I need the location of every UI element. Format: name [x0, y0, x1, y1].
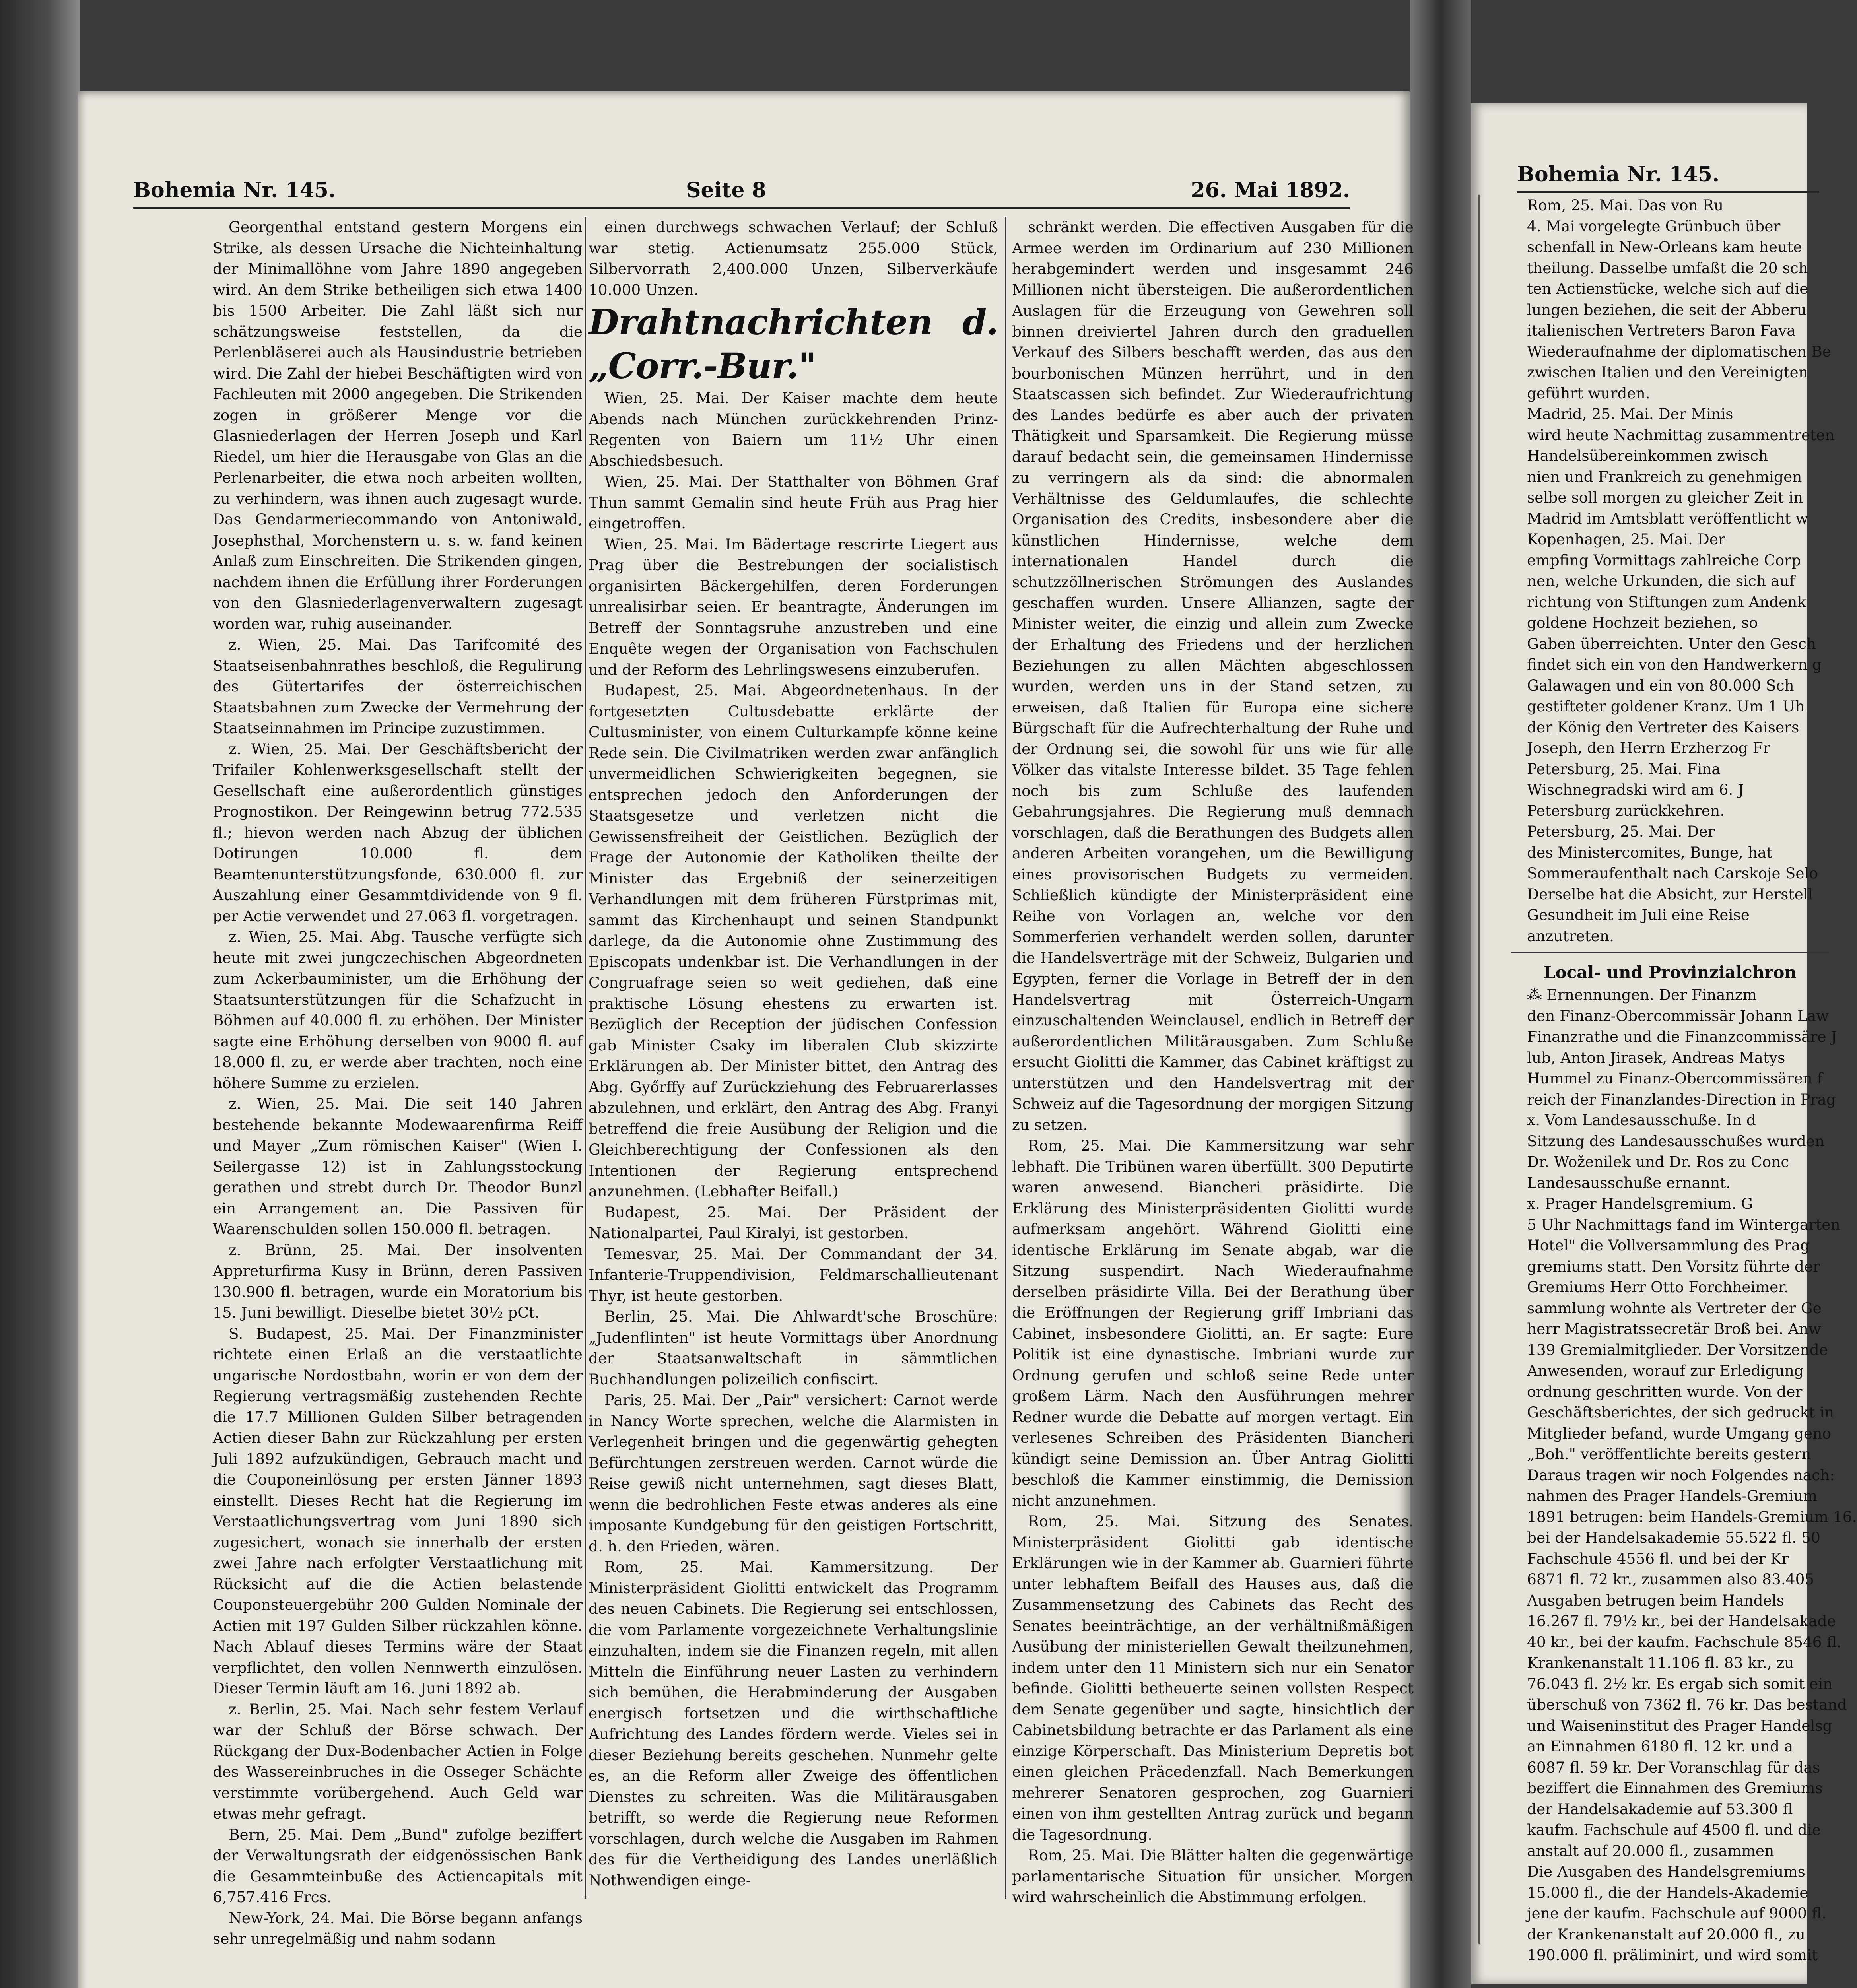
- scanner-edge-left: [0, 0, 80, 1988]
- text-line: Handelsübereinkommen zwisch: [1527, 447, 1768, 464]
- text-line: Derselbe hat die Absicht, zur Herstell: [1527, 885, 1813, 903]
- text-line: 1891 betrugen: beim Handels-Gremium 16.: [1527, 1508, 1857, 1526]
- column-rule: [585, 217, 586, 1899]
- text-line: Gesundheit im Juli eine Reise: [1527, 906, 1750, 924]
- adjacent-page-column: [1511, 195, 1857, 1964]
- text-line: Gaben überreichten. Unter den Gesch: [1527, 635, 1816, 652]
- text-line: Rom, 25. Mai. Das von Ru: [1527, 196, 1724, 214]
- article-paragraph: Berlin, 25. Mai. Die Ahlwardt'sche Broschüre: „Judenflinten" ist heute Vormittags über Anordnung der Staatsanwaltschaft in sämmtlichen Buchhandlungen polizeilich confiscirt.: [589, 1308, 998, 1388]
- text-line: Anwesenden, worauf zur Erledigung: [1527, 1362, 1804, 1379]
- text-line: an Einnahmen 6180 fl. 12 kr. und a: [1527, 1738, 1793, 1755]
- text-line: Petersburg, 25. Mai. Der: [1527, 823, 1715, 840]
- text-line: „Boh." veröffentlichte bereits gestern: [1527, 1445, 1811, 1463]
- text-line: zwischen Italien und den Vereinigten: [1527, 363, 1808, 381]
- text-line: theilung. Dasselbe umfaßt die 20 sch: [1527, 259, 1808, 277]
- text-line: Wiederaufnahme der diplomatischen Be: [1527, 342, 1831, 360]
- text-line: 190.000 fl. präliminirt, und wird somit: [1527, 1946, 1818, 1964]
- text-line: herr Magistratssecretär Broß bei. Anw: [1527, 1320, 1822, 1338]
- text-line: der Krankenanstalt auf 20.000 fl., zu: [1527, 1925, 1805, 1943]
- text-line: Wischnegradski wird am 6. J: [1527, 781, 1744, 798]
- text-line: ten Actienstücke, welche sich auf die: [1527, 280, 1808, 297]
- text-line: 4. Mai vorgelegte Grünbuch über: [1527, 217, 1781, 235]
- article-paragraph: z. Berlin, 25. Mai. Nach sehr festem Verlauf war der Schluß der Börse schwach. Der Rückgang der Dux-Bodenbacher Actien in Folge des Wassereinbruches in die Osseger Schächte verstimmte vorübergehend. Auch Geld war etwas mehr gefragt.: [213, 1700, 583, 1822]
- text-line: überschuß von 7362 fl. 76 kr. Das bestand: [1527, 1696, 1847, 1713]
- column-1: [213, 217, 583, 1947]
- article-paragraph: Wien, 25. Mai. Der Statthalter von Böhmen Graf Thun sammt Gemalin sind heute Früh aus Prag hier eingetroffen.: [589, 473, 998, 532]
- article-paragraph: Wien, 25. Mai. Der Kaiser machte dem heute Abends nach München zurückkehrenden Prinz-Regenten von Baiern um 11½ Uhr einen Abschiedsbesuch.: [589, 389, 998, 470]
- article-paragraph: S. Budapest, 25. Mai. Der Finanzminister richtete einen Erlaß an die verstaatlichte ungarische Nordostbahn, worin er von dem der Regierung vertragsmäßig zustehenden Rechte die 17.7 Millionen Gulden Silber betragenden Actien dieser Bahn zur Rückzahlung per ersten Juli 1892 aufzukündigen, Gebrauch macht und die Couponeinlösung per ersten Jänner 1893 einstellt. Dieses Recht hat die Regierung im Verstaatlichungsvertrag vom Juni 1890 sich zugesichert, wonach sie innerhalb der ersten zwei Jahre nach erfolgter Verstaatlichung mit Rücksicht auf die die Actien belastende Couponsteuergebühr 200 Gulden Nominale der Actien mit 197 Gulden Silber rückzahlen könne. Nach Ablauf dieses Termins wäre der Staat verpflichtet, den vollen Nennwerth einzulösen. Dieser Termin läuft am 16. Juni 1892 ab.: [213, 1324, 583, 1697]
- text-line: Landesausschuße ernannt.: [1527, 1174, 1731, 1192]
- text-line: anstalt auf 20.000 fl., zusammen: [1527, 1842, 1774, 1860]
- book-gutter: [1410, 0, 1471, 1988]
- text-line: den Finanz-Obercommissär Johann Law: [1527, 1007, 1829, 1025]
- text-line: x. Vom Landesausschuße. In d: [1527, 1111, 1756, 1129]
- column-rule: [1478, 195, 1480, 1944]
- text-line: Gremiums Herr Otto Forchheimer.: [1527, 1278, 1789, 1296]
- text-line: lub, Anton Jirasek, Andreas Matys: [1527, 1048, 1785, 1066]
- column-3: [1012, 217, 1414, 1906]
- article-paragraph: Rom, 25. Mai. Sitzung des Senates. Ministerpräsident Giolitti gab identische Erklärungen wie in der Kammer ab. Guarnieri führte unter lebhaftem Beifall des Hauses aus, daß die Zusammensetzung des Cabinets das Recht des Senates beeinträchtige, an der verhältnißmäßigen Ausübung der ministeriellen Gewalt theilzunehmen, indem unter den 11 Ministern sich nur ein Senator befinde. Giolitti betheuerte seinen vollsten Respect dem Senate gegenüber und sagte, hinsichtlich der Cabinetsbildung betrachte er das Parlament als eine einzige Körperschaft. Das Ministerium Depretis bot einen gleichen Präcedenzfall. Nach Bemerkungen mehrerer Senatoren gesprochen, zog Guarnieri einen von ihm gestellten Antrag zurück und begann die Tagesordnung.: [1012, 1512, 1414, 1843]
- article-paragraph: New-York, 24. Mai. Die Börse begann anfangs sehr unregelmäßig und nahm sodann: [213, 1909, 583, 1947]
- text-line: des Ministercomites, Bunge, hat: [1527, 843, 1773, 861]
- article-paragraph: z. Wien, 25. Mai. Die seit 140 Jahren bestehende bekannte Modewaarenfirma Reiff und Mayer „Zum römischen Kaiser" (Wien I. Seilergasse 12) ist in Zahlungsstockung gerathen und strebt durch Dr. Theodor Bunzl ein Arrangement an. Die Passiven für Waarenschulden sollen 150.000 fl. betragen.: [213, 1095, 583, 1238]
- text-line: selbe soll morgen zu gleicher Zeit in: [1527, 489, 1803, 506]
- article-paragraph: Bern, 25. Mai. Dem „Bund" zufolge beziffert der Verwaltungsrath der eidgenössischen Bank die Gesammteinbuße des Actiencapitals mit 6,757.416 Frcs.: [213, 1825, 583, 1906]
- text-line: jene der kaufm. Fachschule auf 9000 fl.: [1527, 1905, 1826, 1922]
- text-line: 5 Uhr Nachmittags fand im Wintergarten: [1527, 1215, 1840, 1233]
- article-paragraph: Budapest, 25. Mai. Abgeordnetenhaus. In der fortgesetzten Cultusdebatte erklärte der Cultusminister, von einem Culturkampfe könne keine Rede sein. Die Civilmatriken werden zwar anfänglich unvermeidlichen Schwierigkeiten begegnen, sie entsprechen jedoch den Anforderungen der Staatsgesetze und verletzen nicht die Gewissensfreiheit der Geistlichen. Bezüglich der Frage der Autonomie der Katholiken theilte der Minister das Ergebniß der seinerzeitigen Verhandlungen mit dem früheren Fürstprimas mit, sammt das Kirchenhaupt und seinen Standpunkt darlege, da die Autonomie ohne Zustimmung des Episcopats undenkbar ist. Die Verhandlungen in der Congruafrage seien so weit gediehen, daß eine praktische Lösung ehestens zu erwarten ist. Bezüglich der Reception der jüdischen Confession gab Minister Csaky im liberalen Club skizzirte Erklärungen ab. Der Minister bittet, den Antrag des Abg. Győrffy auf Zurückziehung des Februarerlasses abzulehnen, und erklärt, den Antrag des Abg. Franyi betreffend die freie Ausübung der Religion und die Gleichberechtigung der Confessionen als den Intentionen der Regierung entsprechend anzunehmen. (Lebhafter Beifall.): [589, 681, 998, 1200]
- article-paragraph: z. Wien, 25. Mai. Der Geschäftsbericht der Trifailer Kohlenwerksgesellschaft stellt der Gesellschaft eine außerordentlich günstiges Prognostikon. Der Reingewinn betrug 772.535 fl.; hievon werden nach Abzug der üblichen Dotirungen 10.000 fl. dem Beamtenunterstützungsfonde, 630.000 fl. zur Auszahlung einer Gesammtdividende von 9 fl. per Actie verwendet und 27.063 fl. vorgetragen.: [213, 740, 583, 925]
- text-line: gestifteter goldener Kranz. Um 1 Uh: [1527, 697, 1805, 715]
- page-header: [133, 175, 1350, 209]
- text-line: gremiums statt. Den Vorsitz führte der: [1527, 1257, 1820, 1275]
- header-publication: Bohemia Nr. 145.: [133, 178, 336, 202]
- text-line: Kopenhagen, 25. Mai. Der: [1527, 530, 1725, 548]
- text-line: empfing Vormittags zahlreiche Corp: [1527, 551, 1801, 569]
- text-line: findet sich ein von den Handwerkern g: [1527, 656, 1822, 673]
- text-line: Krankenanstalt 11.106 fl. 83 kr., zu: [1527, 1654, 1794, 1672]
- article-paragraph: Rom, 25. Mai. Die Blätter halten die gegenwärtige parlamentarische Situation für unsicher. Morgen wird wahrscheinlich die Abstimmung erfolgen.: [1012, 1846, 1414, 1906]
- text-line: 76.043 fl. 2½ kr. Es ergab sich somit ein: [1527, 1675, 1833, 1693]
- text-line: 15.000 fl., die der Handels-Akademie: [1527, 1883, 1808, 1901]
- text-line: Madrid, 25. Mai. Der Minis: [1527, 405, 1733, 423]
- text-line: kaufm. Fachschule auf 4500 fl. und die: [1527, 1821, 1821, 1839]
- article-paragraph: Temesvar, 25. Mai. Der Commandant der 34. Infanterie-Truppendivision, Feldmarschallieutenant Thyr, ist heute gestorben.: [589, 1245, 998, 1305]
- article-paragraph: Rom, 25. Mai. Kammersitzung. Der Ministerpräsident Giolitti entwickelt das Programm des neuen Cabinets. Die Regierung sei entschlossen, die vom Parlamente vorgezeichnete Verhaltungslinie einzuhalten, indem sie die Finanzen regeln, mit allen Mitteln die Einführung neuer Lasten zu verhindern sich bemühen, die Herabminderung der Ausgaben energisch fortsetzen und die wirthschaftliche Aufrichtung des Landes fördern werde. Vieles sei in dieser Beziehung bereits geschehen. Nunmehr gelte es, an die Reform aller Zweige des öffentlichen Dienstes zu schreiten. Was die Militärausgaben betrifft, so werde die Regierung neue Reformen vorschlagen, durch welche die Ausgaben im Rahmen des für die Vertheidigung des Landes unerläßlich Nothwendigen einge-: [589, 1558, 998, 1889]
- text-line: Die Ausgaben des Handelsgremiums: [1527, 1863, 1805, 1880]
- text-line: Finanzrathe und die Finanzcommissäre J: [1527, 1028, 1837, 1045]
- article-paragraph: einen durchwegs schwachen Verlauf; der Schluß war stetig. Actienumsatz 255.000 Stück, Silbervorrath 2,400.000 Unzen, Silberverkäufe 10.000 Unzen.: [589, 218, 998, 299]
- text-line: Ausgaben betrugen beim Handels: [1527, 1591, 1785, 1609]
- text-line: Dr. Woženilek und Dr. Ros zu Conc: [1527, 1153, 1789, 1171]
- text-line: Petersburg, 25. Mai. Fina: [1527, 760, 1721, 778]
- text-line: 16.267 fl. 79½ kr., bei der Handelsakade: [1527, 1612, 1836, 1630]
- text-line: sammlung wohnte als Vertreter der Ge: [1527, 1299, 1822, 1317]
- article-paragraph: schränkt werden. Die effectiven Ausgaben für die Armee werden im Ordinarium auf 230 Millionen herabgemindert werden und insgesammt 246 Millionen nicht übersteigen. Die außerordentlichen Auslagen für die Erzeugung von Gewehren soll binnen dreiviertel Jahren durch den graduellen Verkauf des Silbers beschafft werden, das aus den bourbonischen Münzen herrührt, und in den Staatscassen sich befindet. Zur Wiederaufrichtung des Landes bedürfe es aber auch der privaten Thätigkeit und Sparsamkeit. Die Regierung müsse darauf bedacht sein, die gemeinsamen Hindernisse zu verringern als da sind: die abnormalen Verhältnisse des Geldumlaufes, die schlechte Organisation des Credits, insbesondere aber die künstlichen Hindernisse, welche dem internationalen Handel durch die schutzzöllnerischen Strömungen des Auslandes geschaffen wurden. Unsere Allianzen, sagte der Minister weiter, die einzig und allein zum Zwecke der Erhaltung des Friedens und der herzlichen Beziehungen zu allen Mächten abgeschlossen wurden, werden uns in der Stand setzen, zu erweisen, daß Italien für Europa eine sichere Bürgschaft für die Aufrechterhaltung der Ruhe und der Ordnung sei, die sowohl für uns wie für alle Völker das vitalste Interesse bildet. 35 Tage fehlen noch bis zum Schluße des laufenden Gebahrungsjahres. Die Regierung muß demnach vorschlagen, daß die Berathungen des Budgets allen anderen Arbeiten vorangehen, um die Bewilligung eines provisorischen Budgets zu vermeiden. Schließlich kündigte der Ministerpräsident eine Reihe von Vorlagen an, welche vor den Sommerferien verhandelt werden sollen, darunter die Handelsverträge mit der Schweiz, Bulgarien und Egypten, ferner die Vorlage in Betreff der in den Handelsvertrag mit Österreich-Ungarn einzuschaltenden Weinclausel, endlich in Betreff der außerordentlichen Militärausgaben. Zum Schluße ersucht Giolitti die Kammer, das Cabinet kräftigst zu unterstützen und den Handelsvertrag mit der Schweiz auf die Tagesordnung der morgigen Sitzung zu setzen.: [1012, 218, 1414, 1134]
- text-line: x. Prager Handelsgremium. G: [1527, 1195, 1753, 1212]
- text-line: lungen beziehen, die seit der Abberu: [1527, 301, 1806, 318]
- text-line: schenfall in New-Orleans kam heute: [1527, 238, 1802, 256]
- text-line: Madrid im Amtsblatt veröffentlicht w: [1527, 509, 1808, 527]
- text-line: geführt wurden.: [1527, 384, 1650, 402]
- text-line: Geschäftsberichtes, der sich gedruckt in: [1527, 1404, 1834, 1421]
- text-line: 6871 fl. 72 kr., zusammen also 83.405: [1527, 1571, 1814, 1588]
- adjacent-page-header: [1517, 159, 1819, 193]
- text-line: nien und Frankreich zu genehmigen: [1527, 468, 1802, 485]
- article-paragraph: Budapest, 25. Mai. Der Präsident der Nationalpartei, Paul Kiralyi, ist gestorben.: [589, 1203, 998, 1242]
- text-line: nen, welche Urkunden, die sich auf: [1527, 572, 1795, 590]
- article-paragraph: z. Brünn, 25. Mai. Der insolventen Appreturfirma Kusy in Brünn, deren Passiven 130.900 fl. betragen, wurde ein Moratorium bis 15. Juni bewilligt. Dieselbe bietet 30½ pCt.: [213, 1241, 583, 1321]
- text-line: ordnung geschritten wurde. Von der: [1527, 1382, 1803, 1400]
- adjacent-header-publication: Bohemia Nr. 145.: [1517, 162, 1720, 186]
- text-line: der König den Vertreter des Kaisers: [1527, 718, 1799, 736]
- text-line: Sitzung des Landesausschußes wurden: [1527, 1132, 1825, 1150]
- text-line: ⁂ Ernennungen. Der Finanzm: [1527, 986, 1757, 1004]
- article-paragraph: Georgenthal entstand gestern Morgens ein Strike, als dessen Ursache die Nichteinhaltung der Minimallöhne vom Jahre 1890 angegeben wird. An dem Strike betheiligen sich etwa 1400 bis 1500 Arbeiter. Die Zahl läßt sich nur schätzungsweise feststellen, da die Perlenbläserei auch als Hausindustrie betrieben wird. Die Zahl der hiebei Beschäftigten wird von Fachleuten mit 2000 angegeben. Die Strikenden zogen in größerer Menge vor die Glasniederlagen der Herren Joseph und Karl Riedel, um hier die Herausgabe von Glas an die Perlenarbeiter, die etwa noch arbeiten wollten, zu verhindern, was ihnen auch zugesagt wurde. Das Gendarmeriecommando von Antoniwald, Josephsthal, Morchenstern u. s. w. fand keinen Anlaß zum Einschreiten. Die Strikenden gingen, nachdem ihnen die Erfüllung ihrer Forderungen von den Glasniederlagenverwaltern zugesagt worden war, ruhig auseinander.: [213, 218, 583, 633]
- text-line: Fachschule 4556 fl. und bei der Kr: [1527, 1549, 1789, 1567]
- text-line: anzutreten.: [1527, 927, 1614, 945]
- column-2: [589, 217, 998, 1899]
- text-line: goldene Hochzeit beziehen, so: [1527, 614, 1758, 631]
- text-line: Hummel zu Finanz-Obercommissären f: [1527, 1070, 1823, 1087]
- article-paragraph: Rom, 25. Mai. Die Kammersitzung war sehr lebhaft. Die Tribünen waren überfüllt. 300 Deputirte waren anwesend. Biancheri präsidirte. Die Erklärung des Ministerpräsidenten Giolitti wurde aufmerksam angehört. Während Giolitti eine identische Erklärung im Senate abgab, war die Sitzung suspendirt. Nach Wiederaufnahme derselben präsidirte Villa. Bei der Berathung über die Eröffnungen der Regierung griff Imbriani das Cabinet, insbesondere Giolitti, an. Er sagte: Eure Politik ist eine dynastische. Imbriani wurde zur Ordnung gerufen und schloß seine Rede unter großem Lärm. Nach den Ausführungen mehrer Redner wurde die Debatte auf morgen vertagt. Ein verlesenes Schreiben des Präsidenten Biancheri kündigt seine Demission an. Über Antrag Giolitti beschloß die Kammer einstimmig, die Demission nicht anzunehmen.: [1012, 1137, 1414, 1509]
- article-paragraph: Paris, 25. Mai. Der „Pair" versichert: Carnot werde in Nancy Worte sprechen, welche die Alarmisten in Verlegenheit bringen und die gegenwärtig gehegten Befürchtungen zerstreuen werden. Carnot würde die Reise gewiß nicht unternehmen, sagt dieses Blatt, wenn die bedrohlichen Feste etwas anderes als eine imposante Kundgebung für den geistigen Fortschritt, d. h. den Frieden, wären.: [589, 1391, 998, 1555]
- text-line: Daraus tragen wir noch Folgendes nach:: [1527, 1466, 1835, 1484]
- text-line: richtung von Stiftungen zum Andenk: [1527, 593, 1806, 611]
- text-line: Petersburg zurückkehren.: [1527, 802, 1725, 819]
- section-subhead: Local- und Provinzialchron: [1511, 952, 1829, 984]
- text-line: italienischen Vertreters Baron Fava: [1527, 322, 1796, 339]
- article-paragraph: Wien, 25. Mai. Im Bädertage rescrirte Liegert aus Prag über die Bestrebungen der socialistisch organisirten Bäckergehilfen, deren Forderungen unrealisirbar seien. Er beantragte, Änderungen im Betreff der Sonntagsruhe anzustreben und eine Enquête wegen der Organisation von Fachschulen und der Reform des Lehrlingswesens einzuberufen.: [589, 535, 998, 678]
- text-line: und Waiseninstitut des Prager Handelsg: [1527, 1716, 1832, 1734]
- text-line: wird heute Nachmittag zusammentreten: [1527, 426, 1835, 444]
- section-title: Drahtnachrichten d. „Corr.-Bur.": [589, 301, 998, 386]
- text-line: nahmen des Prager Handels-Gremium: [1527, 1487, 1818, 1505]
- text-line: Mitglieder befand, wurde Umgang geno: [1527, 1424, 1831, 1442]
- text-line: Sommeraufenthalt nach Carskoje Selo: [1527, 864, 1818, 882]
- article-paragraph: z. Wien, 25. Mai. Das Tarifcomité des Staatseisenbahnrathes beschloß, die Regulirung des Gütertarifes der österreichischen Staatsbahnen zum Zwecke der Vermehrung der Staatseinnahmen im Principe zuzustimmen.: [213, 636, 583, 737]
- text-line: Galawagen und ein von 80.000 Sch: [1527, 676, 1794, 694]
- text-line: der Handelsakademie auf 53.300 fl: [1527, 1800, 1793, 1818]
- text-line: reich der Finanzlandes-Direction in Prag: [1527, 1090, 1836, 1108]
- text-line: beziffert die Einnahmen des Gremiums: [1527, 1779, 1823, 1797]
- text-line: Joseph, den Herrn Erzherzog Fr: [1527, 739, 1770, 757]
- adjacent-page: [1471, 103, 1857, 1984]
- text-line: 6087 fl. 59 kr. Der Voranschlag für das: [1527, 1758, 1820, 1776]
- header-page-number: Seite 8: [686, 178, 766, 202]
- text-line: 139 Gremialmitglieder. Der Vorsitzende: [1527, 1341, 1828, 1359]
- header-date: 26. Mai 1892.: [1191, 178, 1350, 202]
- text-line: 40 kr., bei der kaufm. Fachschule 8546 fl.: [1527, 1633, 1841, 1651]
- column-rule: [1005, 217, 1006, 1899]
- article-paragraph: z. Wien, 25. Mai. Abg. Tausche verfügte sich heute mit zwei jungczechischen Abgeordneten zum Ackerbauminister, um die Erhöhung der Staatsunterstützungen für die Schafzucht in Böhmen auf 40.000 fl. zu erhöhen. Der Minister sagte eine Erhöhung derselben von 9000 fl. auf 18.000 fl. zu, er werde aber trachten, noch eine höhere Summe zu erzielen.: [213, 928, 583, 1092]
- text-line: bei der Handelsakademie 55.522 fl. 50: [1527, 1529, 1820, 1546]
- text-line: Hotel" die Vollversammlung des Prag: [1527, 1237, 1810, 1254]
